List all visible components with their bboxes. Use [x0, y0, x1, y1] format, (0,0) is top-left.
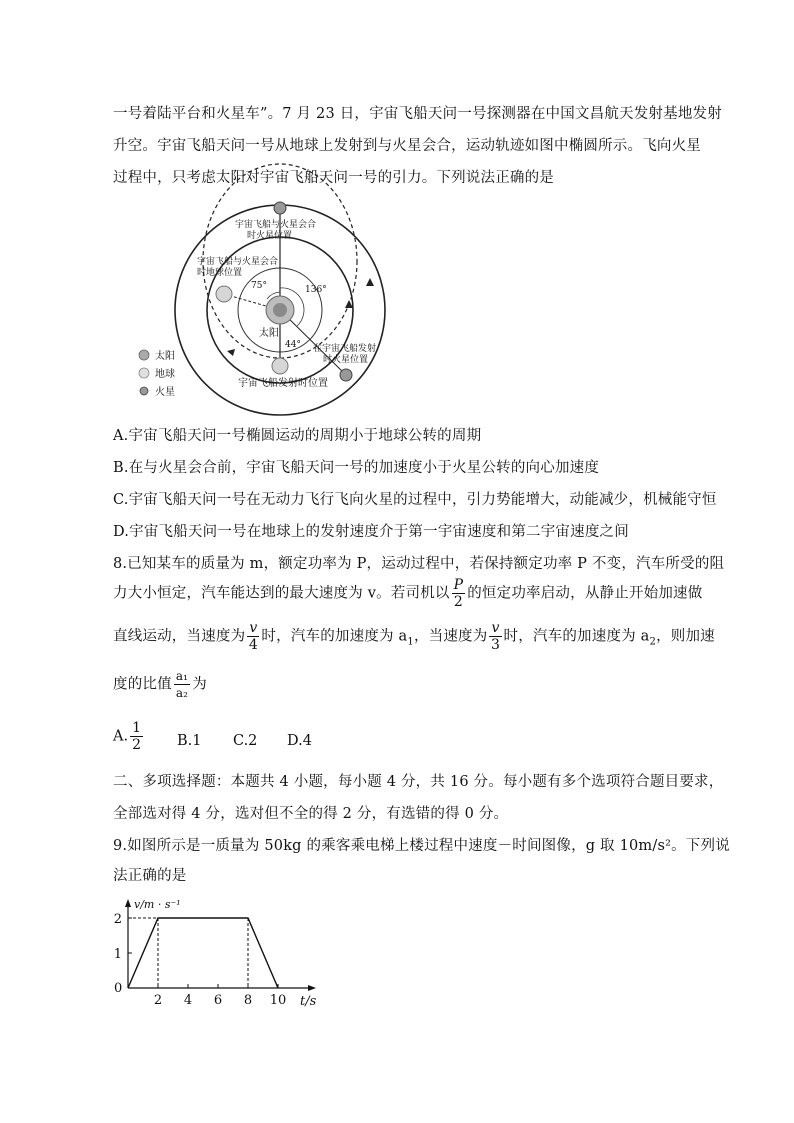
q8-option-b: B.1 — [177, 733, 202, 749]
x-tick-label: 4 — [183, 993, 193, 1008]
sun-icon — [266, 296, 294, 324]
mars-icon — [140, 387, 148, 395]
svg-text:时地球位置: 时地球位置 — [197, 268, 243, 278]
intro-line-2: 升空。宇宙飞船天问一号从地球上发射到与火星会合，运动轨迹如图中椭圆所示。飞向火星 — [113, 138, 701, 154]
svg-text:宇宙飞船与火星会合: 宇宙飞船与火星会合 — [197, 257, 279, 267]
q7-option-c: C.宇宙飞船天问一号在无动力飞行飞向火星的过程中，引力势能增大，动能减少，机械能守恒 — [113, 492, 717, 508]
section2-line-1: 二、多项选择题：本题共 4 小题，每小题 4 分，共 16 分。每小题有多个选项符合题目要求， — [113, 774, 724, 790]
x-tick-label: 2 — [153, 993, 163, 1008]
svg-text:时火星位置: 时火星位置 — [247, 231, 293, 241]
velocity-time-chart — [112, 895, 332, 1010]
section2-line-2: 全部选对得 4 分，选对但不全的得 2 分，有选错的得 0 分。 — [113, 806, 509, 822]
earth-meet-icon — [216, 286, 232, 302]
y-tick-label: 1 — [113, 947, 122, 962]
svg-text:宇宙飞船与火星会合: 宇宙飞船与火星会合 — [235, 220, 317, 230]
q9-line-2: 法正确的是 — [113, 868, 187, 884]
earth-icon — [139, 368, 149, 378]
svg-text:火星: 火星 — [155, 387, 175, 398]
x-tick-label: 10 — [269, 993, 287, 1008]
x-tick-label: 8 — [243, 993, 253, 1008]
origin-label: 0 — [114, 981, 123, 996]
y-axis-label: v/m · s⁻¹ — [134, 898, 181, 911]
svg-text:时火星位置: 时火星位置 — [323, 355, 369, 365]
fraction-p-over-2: $\frac{P}{2}$ — [453, 577, 464, 610]
sun-icon — [139, 350, 149, 360]
svg-text:宇宙飞船发射时位置: 宇宙飞船发射时位置 — [238, 378, 328, 389]
q8-option-a: A. $\frac{1}{2}$ — [113, 720, 142, 753]
svg-text:136°: 136° — [305, 285, 327, 295]
intro-line-1: 一号着陆平台和火星车”。7 月 23 日，宇宙飞船天问一号探测器在中国文昌航天发射基地发射 — [113, 106, 722, 122]
q8-option-d: D.4 — [287, 733, 312, 749]
q8-line-1: 8.已知某车的质量为 m，额定功率为 P，运动过程中，若保持额定功率 P 不变，汽车所受的阻 — [113, 556, 725, 572]
q7-option-b: B.在与火星会合前，宇宙飞船天问一号的加速度小于火星公转的向心加速度 — [113, 460, 600, 476]
x-tick-label: 6 — [213, 993, 223, 1008]
x-axis-label: t/s — [300, 994, 317, 1009]
svg-text:44°: 44° — [285, 340, 301, 350]
q8-line-4: 度的比值 $\frac{\text{a₁}}{\text{a₂}}$ 为 — [113, 669, 207, 700]
svg-text:75°: 75° — [251, 281, 267, 291]
intro-line-3: 过程中，只考虑太阳对宇宙飞船天问一号的引力。下列说法正确的是 — [113, 170, 554, 186]
sun-label: 太阳 — [259, 328, 279, 339]
q8-option-c: C.2 — [233, 733, 258, 749]
legend — [139, 349, 175, 398]
svg-text:在宇宙飞船发射: 在宇宙飞船发射 — [313, 344, 377, 354]
mars-launch-icon — [340, 369, 352, 381]
q8-line-3: 直线运动，当速度为 $\frac{v}{4}$ 时，汽车的加速度为 $a_1$，当速度为 $\frac{v}{3}$ 时，汽车的加速度为 $a_2$，则加速 — [113, 620, 715, 653]
velocity-series-line — [128, 918, 278, 988]
svg-text:地球: 地球 — [155, 369, 175, 380]
svg-text:太阳: 太阳 — [155, 351, 175, 362]
q9-line-1: 9.如图所示是一质量为 50kg 的乘客乘电梯上楼过程中速度－时间图像，g 取 10m/s²。下列说 — [113, 838, 730, 854]
q7-option-a: A.宇宙飞船天问一号椭圆运动的周期小于地球公转的周期 — [113, 428, 482, 444]
y-tick-label: 2 — [113, 912, 122, 927]
orbit-diagram — [135, 200, 395, 400]
fraction-v-over-4: $\frac{v}{4}$ — [248, 620, 258, 653]
mars-meet-icon — [274, 202, 286, 214]
fraction-v-over-3: $\frac{v}{3}$ — [490, 620, 501, 653]
q7-option-d: D.宇宙飞船天问一号在地球上的发射速度介于第一宇宙速度和第二宇宙速度之间 — [113, 524, 629, 540]
x-axis-arrow — [308, 985, 316, 991]
fraction-a1-over-a2: $\frac{\text{a₁}}{\text{a₂}}$ — [175, 669, 189, 700]
earth-launch-icon — [272, 358, 288, 374]
y-axis-arrow — [125, 899, 131, 907]
q8-line-2: 力大小恒定，汽车能达到的最大速度为 v。若司机以 $\frac{P}{2}$ 的恒定功率启动，从静止开始加速做 — [113, 577, 703, 610]
